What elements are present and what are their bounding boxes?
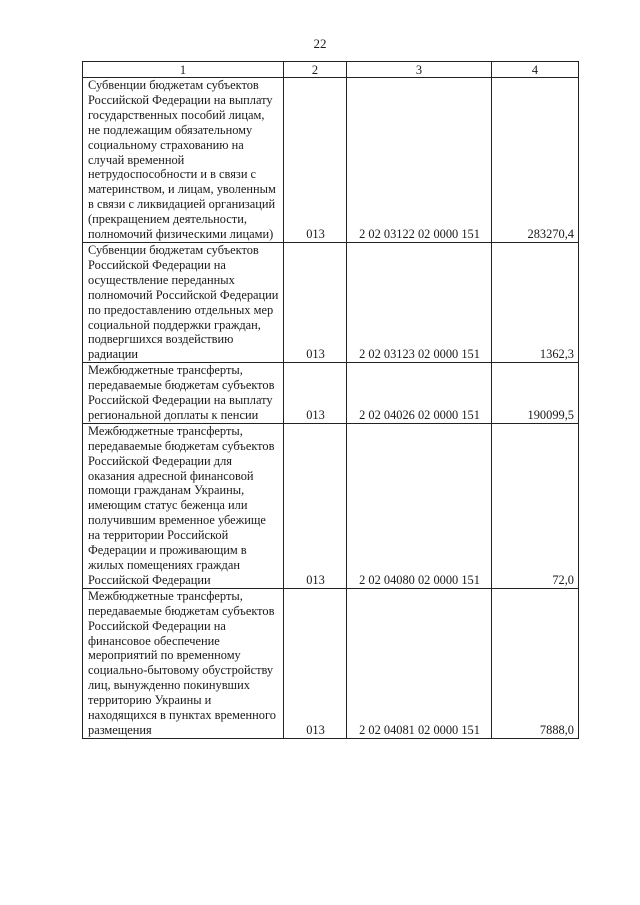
column-header-2: 2: [284, 62, 347, 78]
column-header-1: 1: [83, 62, 284, 78]
row-name-cell: Субвенции бюджетам субъектов Российской Федерации на выплату государственных пособий лицам, не подлежащим обязательному социальному страхованию на случай временной нетрудоспособности и в связи с материнством, и лицам, уволенным в связи с ликвидацией организаций (прекращением деятельности, полномочий физическими лицами): [83, 78, 284, 243]
row-kbk-cell: 2 02 03123 02 0000 151: [347, 242, 492, 362]
budget-table: [82, 61, 579, 739]
row-code-cell: 013: [284, 78, 347, 243]
row-name-cell: Субвенции бюджетам субъектов Российской Федерации на осуществление переданных полномочий Российской Федерации по предоставлению отдельных мер социальной поддержки граждан, подвергшихся воздействию радиации: [83, 242, 284, 362]
row-kbk-cell: 2 02 04080 02 0000 151: [347, 423, 492, 588]
row-code-cell: 013: [284, 423, 347, 588]
table-header-row: [83, 62, 579, 78]
row-code-cell: 013: [284, 363, 347, 424]
row-code-cell: 013: [284, 242, 347, 362]
table-row: [83, 588, 579, 738]
row-kbk-cell: 2 02 04026 02 0000 151: [347, 363, 492, 424]
row-amount-cell: 72,0: [492, 423, 579, 588]
row-code-cell: 013: [284, 588, 347, 738]
row-name-cell: Межбюджетные трансферты, передаваемые бюджетам субъектов Российской Федерации на выплату региональной доплаты к пенсии: [83, 363, 284, 424]
row-amount-cell: 7888,0: [492, 588, 579, 738]
row-amount-cell: 1362,3: [492, 242, 579, 362]
row-name-cell: Межбюджетные трансферты, передаваемые бюджетам субъектов Российской Федерации для оказания адресной финансовой помощи гражданам Украины, имеющим статус беженца или получившим временное убежище на территории Российской Федерации и проживающим в жилых помещениях граждан Российской Федерации: [83, 423, 284, 588]
row-kbk-cell: 2 02 03122 02 0000 151: [347, 78, 492, 243]
table-row: [83, 363, 579, 424]
column-header-4: 4: [492, 62, 579, 78]
page-number: 22: [313, 36, 327, 51]
row-amount-cell: 190099,5: [492, 363, 579, 424]
table-row: [83, 423, 579, 588]
row-kbk-cell: 2 02 04081 02 0000 151: [347, 588, 492, 738]
column-header-3: 3: [347, 62, 492, 78]
row-name-cell: Межбюджетные трансферты, передаваемые бюджетам субъектов Российской Федерации на финансовое обеспечение мероприятий по временному социально-бытовому обустройству лиц, вынужденно покинувших территорию Украины и находящихся в пунктах временного размещения: [83, 588, 284, 738]
table-row: [83, 242, 579, 362]
table-row: [83, 78, 579, 243]
row-amount-cell: 283270,4: [492, 78, 579, 243]
